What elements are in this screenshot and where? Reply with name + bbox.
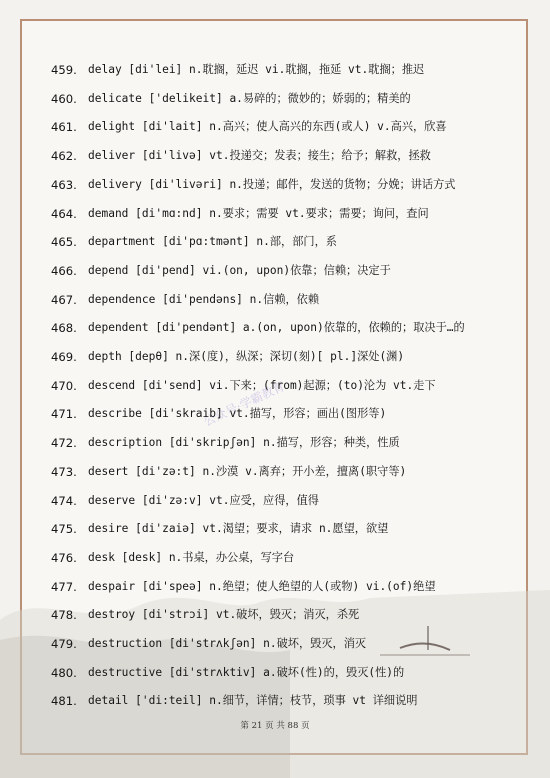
entry-text: deserve [di'zə:v] vt.应受，应得，值得 <box>88 493 319 507</box>
page-footer: 第 21 页 共 88 页 <box>240 721 310 731</box>
entry-text: delicate ['delikeit] a.易碎的；微妙的；娇弱的；精美的 <box>88 91 411 105</box>
entry-number: 480. <box>51 665 77 680</box>
entry-number: 460. <box>51 91 77 106</box>
entry-number: 467. <box>51 292 77 307</box>
entry-number: 474. <box>51 493 77 508</box>
entry-text: dependent [di'pendənt] a.(on, upon)依靠的，依赖的；取决于…的 <box>88 321 465 335</box>
entry-text: delivery [di'livəri] n.投递；邮件，发送的货物；分娩；讲话方式 <box>88 177 456 191</box>
entry-text: destructive [di'strʌktiv] a.破坏(性)的，毁灭(性)的 <box>88 665 405 679</box>
entry-text: detail ['di:teil] n.细节，详情；枝节，琐事 vt 详细说明 <box>88 694 418 708</box>
entry-text: department [di'pɑ:tmənt] n.部，部门，系 <box>88 235 337 249</box>
entry-number: 469. <box>51 350 77 364</box>
entry-number: 473. <box>51 464 77 479</box>
entry-text: destroy [di'strɔi] vt.破坏，毁灭；消灭，杀死 <box>88 608 360 622</box>
entry-text: deliver [di'livə] vt.投递交；发表；接生；给予；解救，拯救 <box>88 149 431 163</box>
entry-number: 466. <box>51 263 77 278</box>
entry-text: desk [desk] n.书桌，办公桌，写字台 <box>88 550 295 564</box>
entry-number: 462. <box>51 149 77 164</box>
entry-number: 470. <box>51 378 77 393</box>
entry-number: 475. <box>51 522 77 537</box>
entry-text: describe [di'skraib] vt.描写，形容；画出(图形等) <box>88 407 387 421</box>
entry-number: 463. <box>51 177 77 192</box>
entry-number: 481. <box>51 694 77 709</box>
entry-number: 459. <box>51 63 77 77</box>
watermark-text: 公众号·学霸教育 <box>201 379 287 429</box>
entry-number: 477. <box>51 579 77 594</box>
entry-number: 472. <box>51 436 77 451</box>
entry-text: dependence [di'pendəns] n.信赖，依赖 <box>88 292 320 306</box>
entry-number: 464. <box>51 206 77 221</box>
entry-number: 478. <box>51 608 77 623</box>
entry-number: 468. <box>51 321 77 336</box>
entry-text: description [di'skripʃən] n.描写，形容；种类，性质 <box>88 436 400 450</box>
entry-text: desire [di'zaiə] vt.渴望；要求，请求 n.愿望，欲望 <box>88 522 389 536</box>
entry-text: destruction [di'strʌkʃən] n.破坏，毁灭，消灭 <box>88 637 367 650</box>
entry-number: 465. <box>51 235 77 250</box>
entry-text: desert [di'zə:t] n.沙漠 v.离弃；开小差，擅离(职守等) <box>88 464 407 478</box>
entry-number: 476. <box>51 550 77 565</box>
entry-number: 461. <box>51 120 77 135</box>
entry-text: delight [di'lait] n.高兴；使人高兴的东西(或人) v.高兴，欣喜 <box>88 120 447 134</box>
entry-text: delay [di'lei] n.耽搁，延迟 vi.耽搁，拖延 vt.耽搁；推迟 <box>88 63 425 76</box>
entry-text: depend [di'pend] vi.(on, upon)依靠；信赖；决定于 <box>88 263 391 277</box>
entry-number: 471. <box>51 407 77 422</box>
entry-number: 479. <box>51 637 77 651</box>
entry-text: descend [di'send] vi.下来；(from)起源；(to)沦为 vt.走下 <box>88 378 436 392</box>
entry-text: despair [di'speə] n.绝望；使人绝望的人(或物) vi.(of)绝望 <box>88 579 436 593</box>
entry-text: demand [di'mɑ:nd] n.要求；需要 vt.要求；需要；询问，查问 <box>88 206 429 220</box>
entry-text: depth [depθ] n.深(度)，纵深；深切(刻)[ pl.]深处(渊) <box>88 350 405 363</box>
